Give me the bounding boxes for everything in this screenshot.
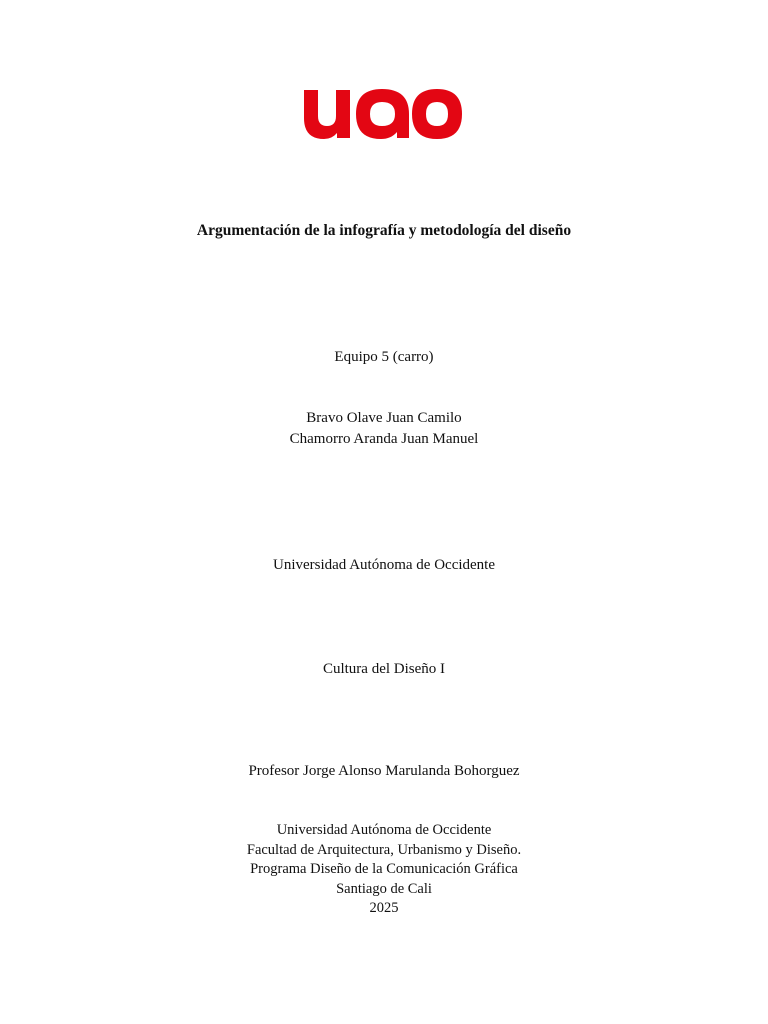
logo-letter-o (412, 89, 462, 139)
uao-logo (302, 86, 464, 140)
footer-program: Programa Diseño de la Comunicación Gráfica (250, 861, 518, 877)
university-name: Universidad Autónoma de Occidente (272, 557, 496, 573)
team-members (0, 408, 768, 450)
footer-university: Universidad Autónoma de Occidente (276, 822, 492, 838)
logo-letter-u (304, 90, 350, 139)
document-title: Argumentación de la infografía y metodología del diseño (196, 222, 572, 239)
footer-city: Santiago de Cali (336, 880, 432, 897)
member-name: Bravo Olave Juan Camilo (306, 410, 462, 426)
professor-name: Profesor Jorge Alonso Marulanda Bohorguez (248, 763, 520, 779)
course-name: Cultura del Diseño I (322, 661, 446, 677)
institution-footer (0, 821, 768, 919)
logo-letter-a (356, 89, 409, 139)
footer-year: 2025 (369, 900, 399, 916)
uao-logo-graphic (302, 86, 464, 140)
member-name: Chamorro Aranda Juan Manuel (289, 431, 479, 447)
footer-faculty: Facultad de Arquitectura, Urbanismo y Diseño. (246, 841, 522, 858)
team-name: Equipo 5 (carro) (334, 349, 434, 365)
